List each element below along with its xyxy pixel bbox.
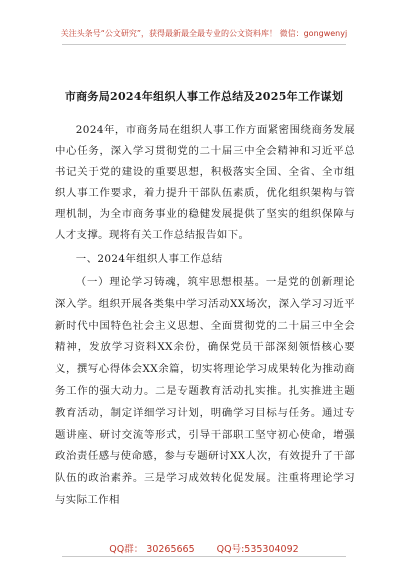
footer-divider: [62, 556, 346, 557]
intro-paragraph: 2024年，市商务局在组织人事工作方面紧密围绕商务发展中心任务，深入学习贯彻党的二十届三中全会精神和习近平总书记关于党的建设的重要思想，积极落实全国、全省、全市组织人事工作要求，着力提升干部队伍素质，优化组织架构与管理机制，为全市商务事业的稳健发展提供了坚实的组织保障与人才支撑。现将有关工作总结报告如下。: [55, 124, 355, 241]
footer-qq-number: QQ号:535304092: [216, 544, 299, 555]
header-divider: [62, 44, 346, 45]
header-banner: 关注头条号“公文研究”，获得最新最全最专业的公文资料库！ 微信：gongwenyj: [60, 29, 348, 38]
document-body: [55, 120, 355, 512]
footer-qq-group: QQ群： 30265665: [109, 544, 195, 555]
section-heading: 一、2024年组织人事工作总结: [75, 253, 223, 265]
document-title: 市商务局2024年组织人事工作总结及2025年工作谋划: [64, 90, 344, 103]
section-paragraph: （一）理论学习铸魂，筑牢思想根基。一是党的创新理论深入学。组织开展各类集中学习活动XX场次，深入学习习近平新时代中国特色社会主义思想、全面贯彻党的二十届三中全会精神，发放学习资料XX余份，确保党员干部深刻领悟核心要义，撰写心得体会XX余篇，切实将理论学习成果转化为推动商务工作的强大动力。二是专题教育活动扎实推。扎实推进主题教育活动，制定详细学习计划，明确学习目标与任务。通过专题讲座、研讨交流等形式，引导干部职工坚守初心使命，增强政治责任感与使命感，参与专题研讨XX人次，有效提升了干部队伍的政治素养。三是学习成效转化促发展。注重将理论学习与实际工作相: [55, 276, 355, 506]
footer-contact: [0, 541, 408, 555]
